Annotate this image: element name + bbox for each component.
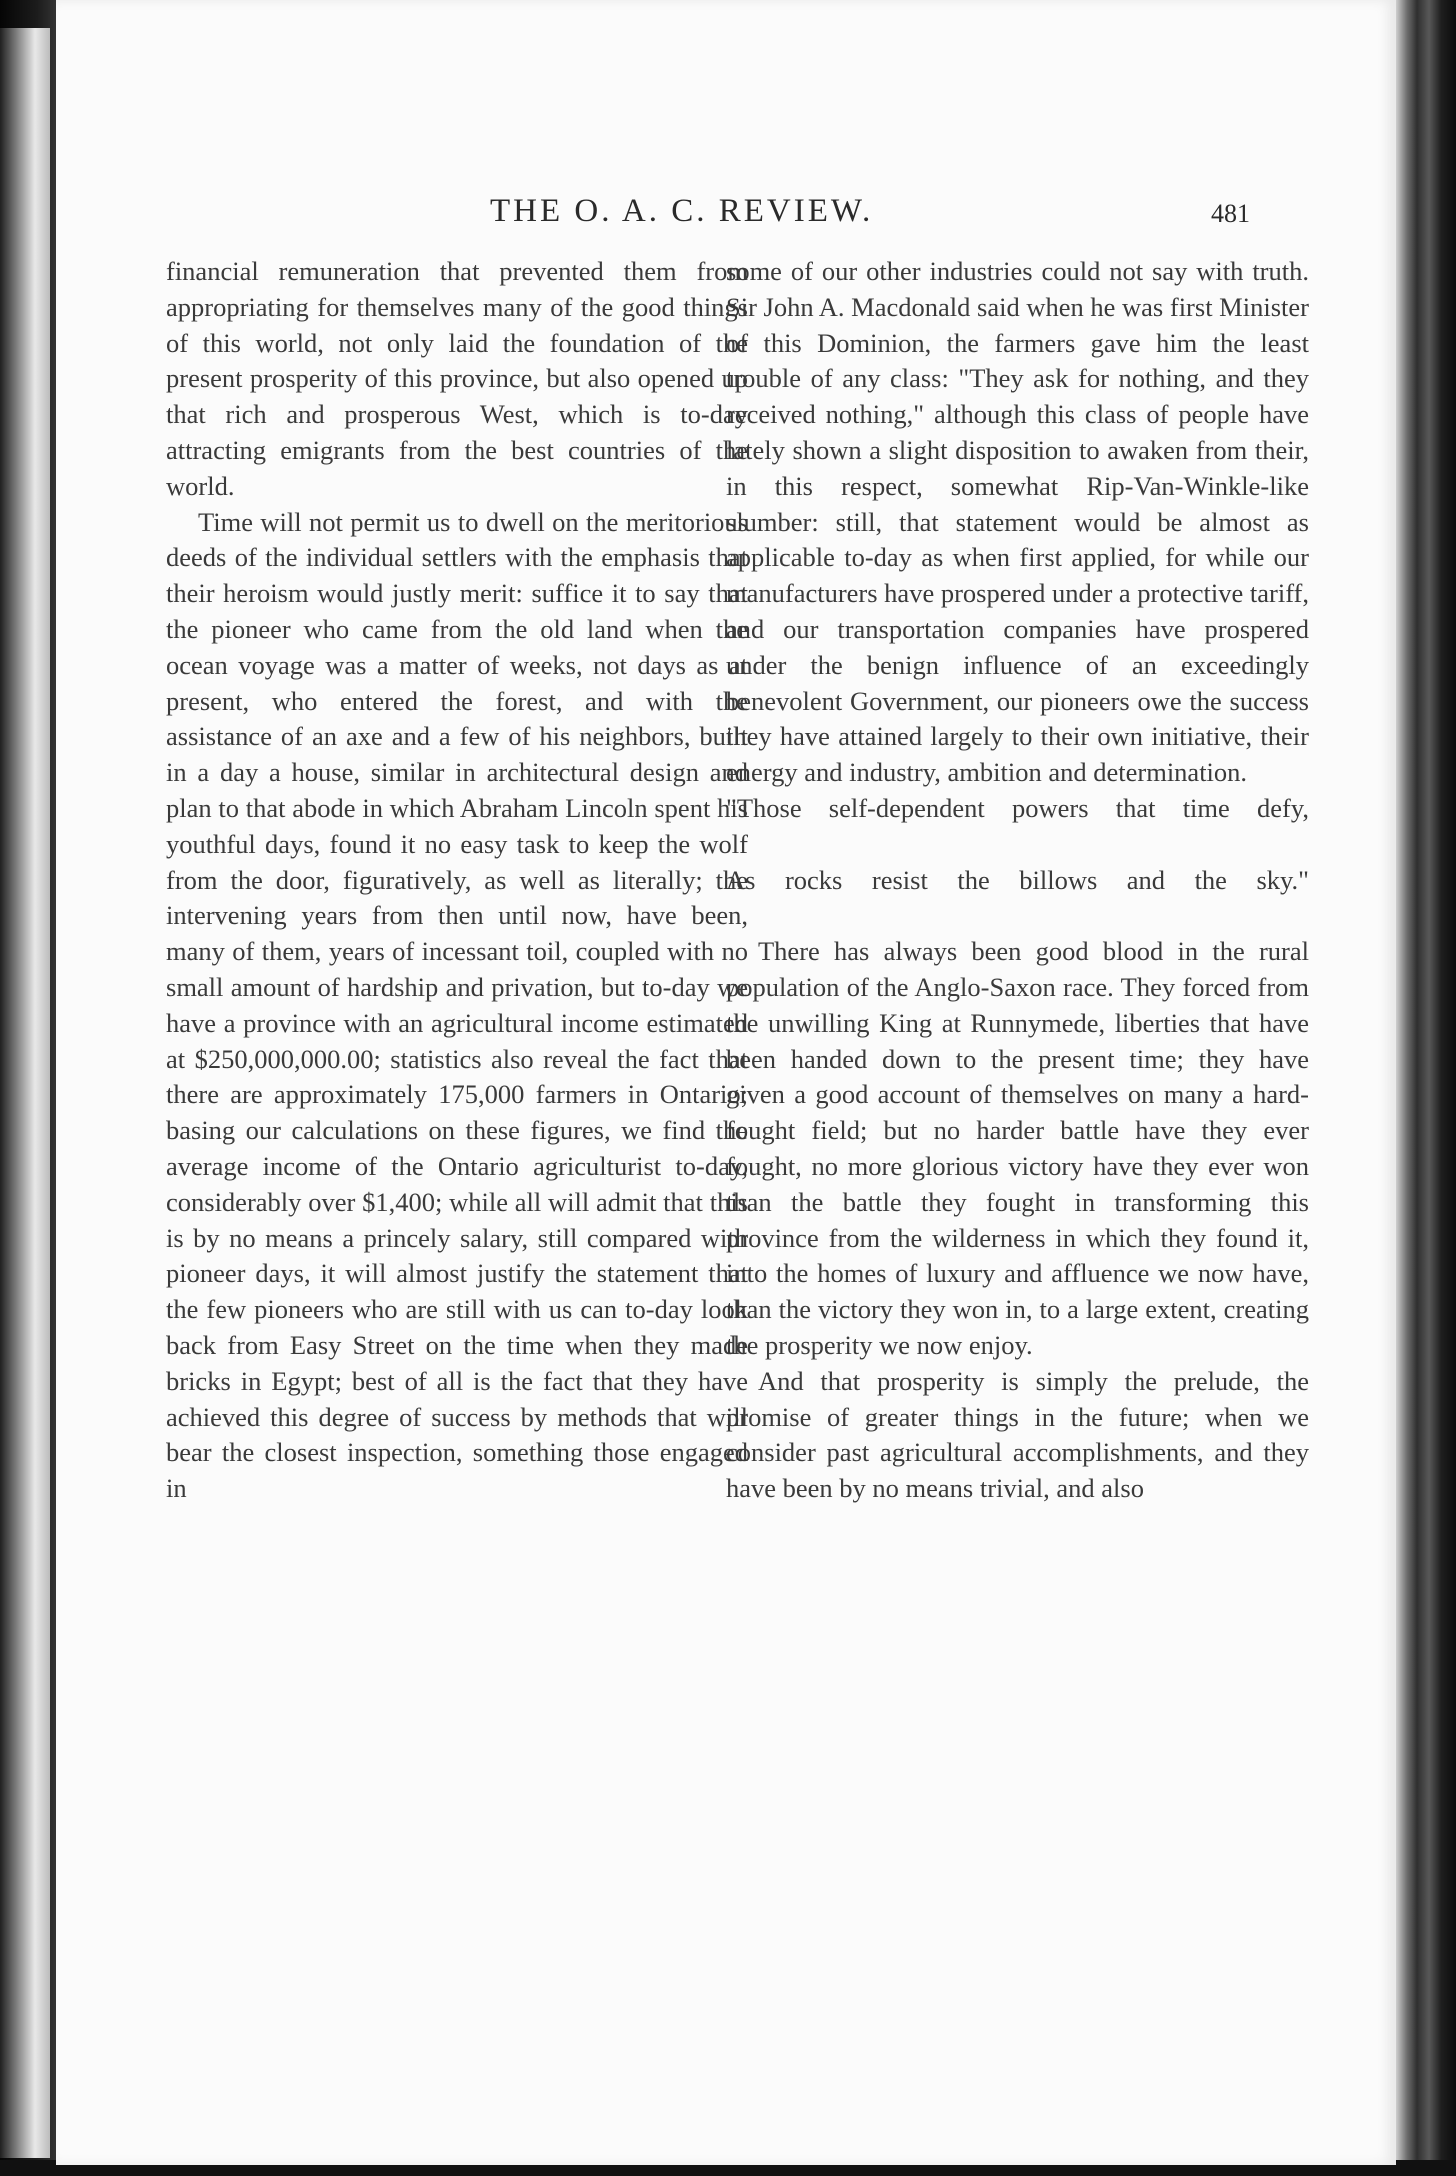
paragraph: financial remuneration that prevented them from appropriating for themselves many of the good things of this world, not only laid the foundation of the present prosperity of this province, but also opened up that rich and prosperous West, which is to-day attracting emigrants from the best countries of the world. [166, 256, 748, 501]
paragraph: Time will not permit us to dwell on the meritorious deeds of the individual settlers with the emphasis that their heroism would justly merit: suffice it to say that the pioneer who came from the old land when the ocean voyage was a matter of weeks, not days as at present, who entered the forest, and with the assistance of an axe and a few of his neighbors, built in a day a house, similar in architectural design and plan to that abode in which Abraham Lincoln spent his youthful days, found it no easy task to keep the wolf from the door, figuratively, as well as literally; the intervening years from then until now, have been, many of them, years of incessant toil, coupled with no small amount of hardship and privation, but to-day we have a province with an agricultural income estimated at $250,000,000.00; statistics also reveal the fact that there are approximately 175,000 farmers in Ontario; basing our calculations on these figures, we find the average income of the Ontario agriculturist to-day, considerably over $1,400; while all will admit that this is by no means a princely salary, still compared with pioneer days, it will almost justify the statement that the few pioneers who are still with us can to-day look back from Easy Street on the time when they made bricks in Egypt; best of all is the fact that they have achieved this degree of success by methods that will bear the closest inspection, something those engaged in [166, 506, 748, 1504]
verse-quotation [726, 791, 1309, 934]
page-header [56, 193, 1396, 243]
paragraph: There has always been good blood in the rural population of the Anglo-Saxon race. They forced from the unwilling King at Runnymede, liberties that have been handed down to the present time; they have given a good account of themselves on many a hard-fought field; but no harder battle have they ever fought, no more glorious victory have they ever won than the battle they fought in transforming this province from the wilderness in which they found it, into the homes of luxury and affluence we now have, than the victory they won in, to a large extent, creating the prosperity we now enjoy. [726, 936, 1309, 1360]
verse-line: As rocks resist the billows and the sky." [726, 864, 1309, 895]
book-page [56, 0, 1396, 2165]
verse-line: "Those self-dependent powers that time defy, [726, 792, 1309, 823]
paragraph: And that prosperity is simply the prelude, the promise of greater things in the future; when we consider past agricultural accomplishments, and they have been by no means trivial, and also [726, 1365, 1309, 1504]
running-head: THE O. A. C. REVIEW. [490, 193, 874, 229]
page-number: 481 [1211, 199, 1250, 228]
paragraph: some of our other industries could not say with truth. Sir John A. Macdonald said when he was first Minister of this Dominion, the farmers gave him the least trouble of any class: "They ask for nothing, and they received nothing," although this class of people have lately shown a slight disposition to awaken from their, in this respect, somewhat Rip-Van-Winkle-like slumber: still, that statement would be almost as applicable to-day as when first applied, for while our manufacturers have prospered under a protective tariff, and our transportation companies have prospered under the benign influence of an exceedingly benevolent Government, our pioneers owe the success they have attained largely to their own initiative, their energy and industry, ambition and determination. [726, 256, 1309, 788]
right-column [726, 254, 1309, 1507]
book-spine-edge [1396, 0, 1456, 2176]
left-column [166, 254, 748, 1507]
facing-page-edge [0, 28, 50, 2158]
